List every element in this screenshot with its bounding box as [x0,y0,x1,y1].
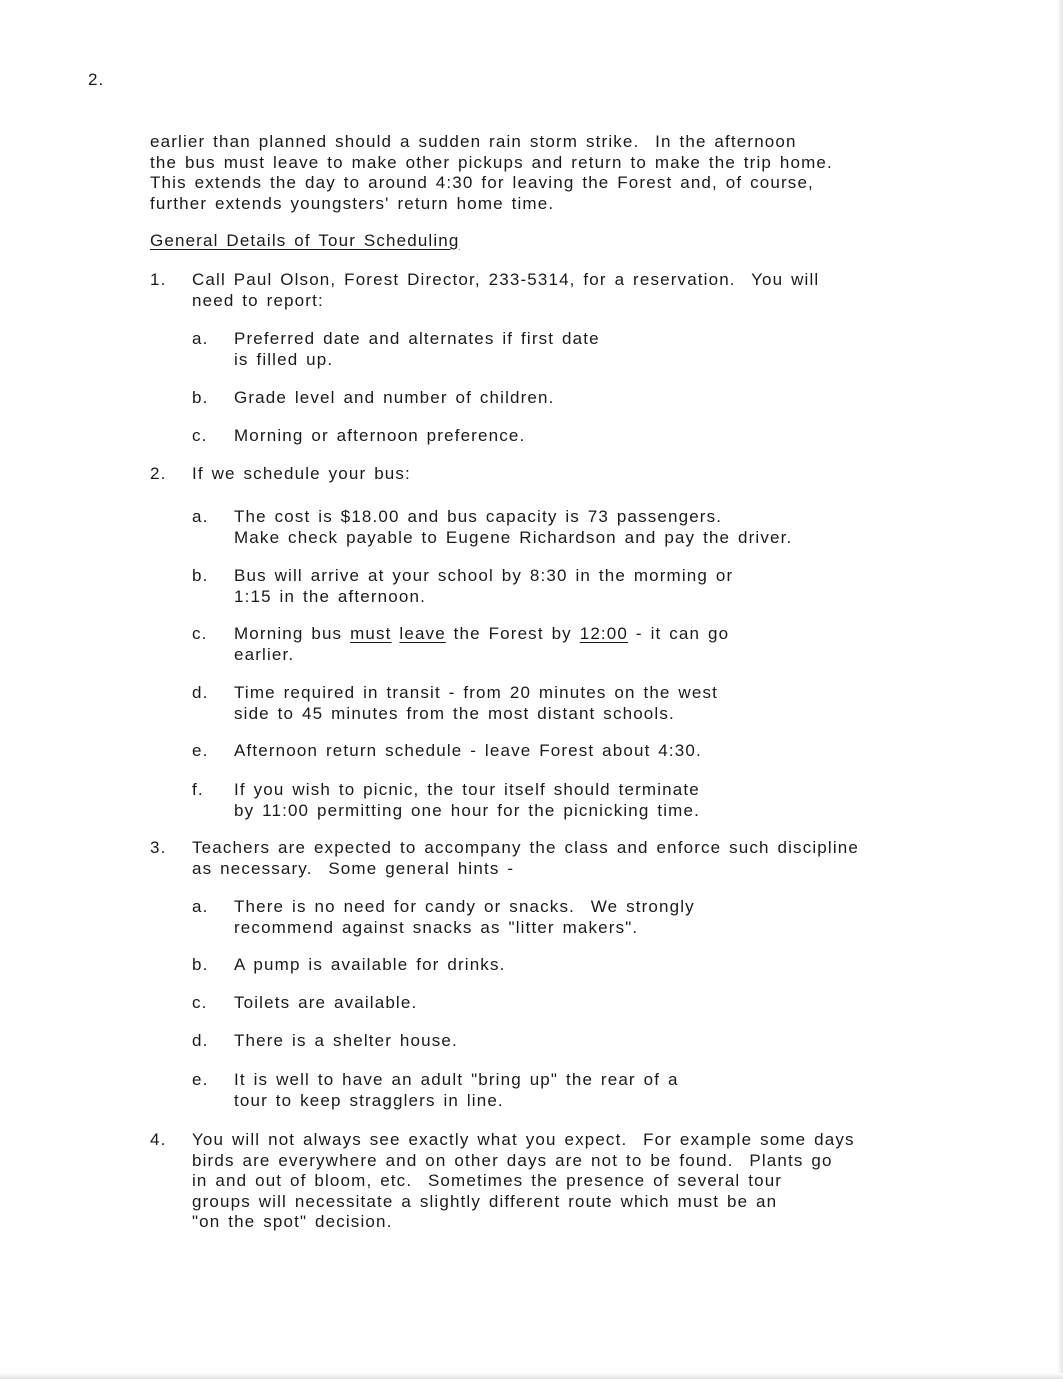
item-line: Teachers are expected to accompany the class and enforce such discipline [192,838,859,857]
subitem-text [234,955,505,976]
subitem-line: There is a shelter house. [234,1031,458,1050]
item-line: need to report: [192,290,324,310]
subitem-letter: b. [192,388,209,407]
text-run: - it can go [628,624,730,643]
subitem-line: The cost is $18.00 and bus capacity is 73 passengers. [234,507,723,526]
section-heading: General Details of Tour Scheduling [150,231,460,250]
subitem-line: Grade level and number of children. [234,388,555,407]
subitem-line: Make check payable to Eugene Richardson and pay the driver. [234,527,793,547]
subitem-text [234,426,525,447]
item-line: birds are everywhere and on other days are not to be found. Plants go [192,1150,833,1170]
item-number: 1. [150,270,167,289]
intro-line: This extends the day to around 4:30 for leaving the Forest and, of course, [150,173,814,192]
subitem-line: 1:15 in the afternoon. [234,586,426,606]
item-text [192,270,819,311]
item-line: If we schedule your bus: [192,464,411,483]
subitem-letter: c. [192,426,208,445]
subitem-line: recommend against snacks as "litter makers". [234,917,639,937]
item-text [192,1130,855,1233]
subitem-letter: b. [192,955,209,974]
subitem-line: Bus will arrive at your school by 8:30 in the morming or [234,566,734,585]
subitem-line: Time required in transit - from 20 minutes on the west [234,683,718,702]
text-run: the Forest by [445,624,580,643]
subitem-line [234,624,729,645]
subitem-letter: c. [192,993,208,1012]
text-run: Morning bus [234,624,351,643]
subitem-letter: b. [192,566,209,585]
item-line: as necessary. Some general hints - [192,858,515,878]
underlined-time: 12:00 [579,624,629,643]
subitem-letter: f. [192,780,204,799]
subitem-line: Toilets are available. [234,993,418,1012]
subitem-line: Afternoon return schedule - leave Forest about 4:30. [234,741,702,760]
subitem-line: A pump is available for drinks. [234,955,506,974]
subitem-line: Preferred date and alternates if first date [234,329,600,348]
subitem-line: by 11:00 permitting one hour for the picnicking time. [234,800,700,820]
subitem-letter: a. [192,507,209,526]
subitem-text [234,993,417,1014]
subitem-line: If you wish to picnic, the tour itself should terminate [234,780,700,799]
subitem-line: side to 45 minutes from the most distant schools. [234,703,675,723]
subitem-text [234,388,555,409]
subitem-text [234,780,700,821]
item-text [192,838,859,879]
subitem-text [234,624,729,665]
page-edge-shadow [1057,0,1063,1379]
subitem-text [234,741,702,762]
subitem-line: tour to keep stragglers in line. [234,1090,504,1110]
subitem-letter: d. [192,1031,209,1050]
item-line: in and out of bloom, etc. Sometimes the presence of several tour [192,1171,783,1190]
item-number: 3. [150,838,167,857]
subitem-letter: c. [192,624,208,643]
item-line: groups will necessitate a slightly different route which must be an [192,1191,778,1211]
intro-line: the bus must leave to make other pickups and return to make the trip home. [150,152,833,172]
item-number: 4. [150,1130,167,1149]
item-number: 2. [150,464,167,483]
subitem-text [234,1031,458,1052]
underlined-word-leave: leave [399,624,446,643]
intro-line: earlier than planned should a sudden rain storm strike. In the afternoon [150,132,797,151]
subitem-letter: e. [192,741,209,760]
page-bottom-shadow [0,1373,1063,1379]
item-line: Call Paul Olson, Forest Director, 233-5314, for a reservation. You will [192,270,820,289]
subitem-letter: d. [192,683,209,702]
item-line: You will not always see exactly what you expect. For example some days [192,1130,855,1149]
subitem-line: is filled up. [234,349,334,369]
item-line: "on the spot" decision. [192,1212,393,1231]
subitem-text [234,897,695,938]
subitem-text [234,1070,679,1111]
subitem-line: earlier. [234,644,295,664]
subitem-line: There is no need for candy or snacks. We strongly [234,897,695,916]
intro-line: further extends youngsters' return home time. [150,193,555,213]
subitem-text [234,683,718,724]
underlined-word-must: must [350,624,392,643]
subitem-line: It is well to have an adult "bring up" the rear of a [234,1070,679,1089]
subitem-text [234,566,733,607]
subitem-text [234,329,600,370]
page-number: 2. [88,70,105,89]
intro-paragraph [150,132,833,214]
subitem-text [234,507,792,548]
subitem-letter: a. [192,897,209,916]
item-text [192,464,411,485]
subitem-line: Morning or afternoon preference. [234,426,526,445]
subitem-letter: a. [192,329,209,348]
subitem-letter: e. [192,1070,209,1089]
